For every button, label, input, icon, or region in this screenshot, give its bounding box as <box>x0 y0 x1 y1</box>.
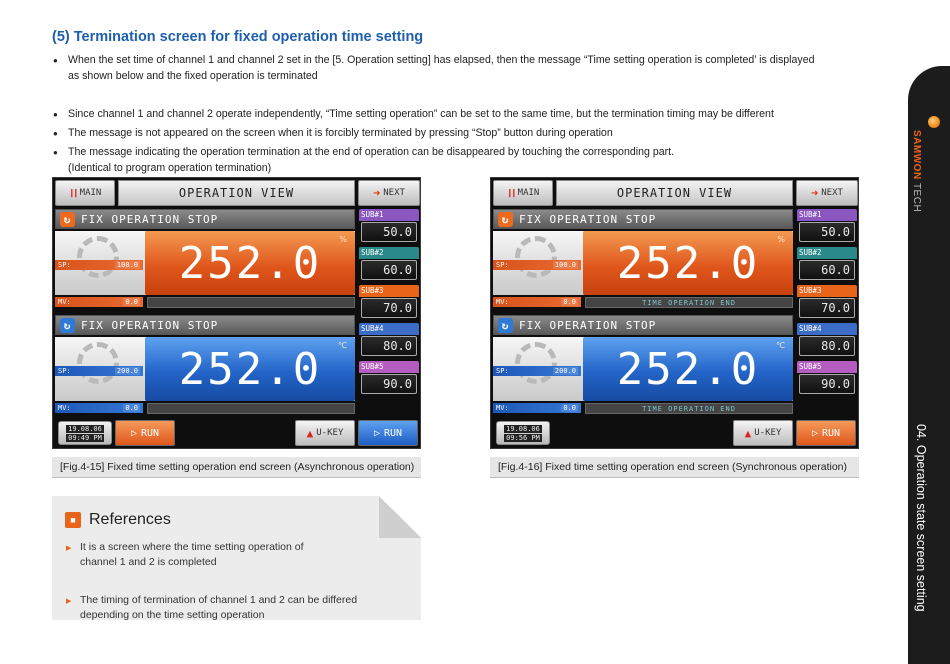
play-icon: ▷ <box>373 427 380 439</box>
mv-label: MV: <box>496 404 509 412</box>
sub-output-2 <box>359 247 419 282</box>
channel-2-message[interactable]: TIME OPERATION END <box>585 403 793 414</box>
channel-2-pv[interactable] <box>145 337 355 401</box>
channel-2-status-bar <box>55 315 355 335</box>
ukey-label: U-KEY <box>316 428 344 438</box>
channel-2-sp <box>55 366 143 376</box>
reference-text-cont: channel 1 and 2 is completed <box>80 556 217 568</box>
bullet-text: The message indicating the operation termination at the end of operation can be disappeared by touching the corresponding part. <box>68 146 675 158</box>
clock-time: 09:49 PM <box>68 433 102 442</box>
channel-2-status: FIX OPERATION STOP <box>81 318 219 332</box>
section-title: (5) Termination screen for fixed operation time setting <box>52 29 424 45</box>
channel-1-unit: % <box>339 235 349 244</box>
channel-1-panel <box>55 209 355 313</box>
sub-outputs <box>797 209 857 399</box>
sub-value: 60.0 <box>361 260 417 280</box>
channel-1-mv <box>55 297 143 307</box>
top-bar <box>493 180 856 206</box>
channel-1-panel <box>493 209 793 313</box>
sub-output-4 <box>359 323 419 358</box>
mv-label: MV: <box>58 298 71 306</box>
sub-label: SUB#1 <box>359 209 419 221</box>
references-box <box>52 496 421 620</box>
channel-1-unit: % <box>777 235 787 244</box>
bullet-text-cont: (Identical to program operation termination) <box>68 161 272 174</box>
figure-caption: [Fig.4-15] Fixed time setting operation end screen (Asynchronous operation) <box>52 457 421 478</box>
clock <box>58 421 112 445</box>
mv-label: MV: <box>496 298 509 306</box>
brand-logo-name: SAMWON <box>911 130 922 180</box>
progress-spinner-icon <box>77 236 119 278</box>
refresh-icon: ↻ <box>498 318 513 333</box>
channel-2-panel <box>55 315 355 419</box>
sub-label: SUB#4 <box>359 323 419 335</box>
chapter-label: 04. Operation state screen setting <box>914 424 928 612</box>
channel-1-message[interactable] <box>147 297 355 308</box>
channel-1-mv <box>493 297 581 307</box>
channel-2-unit: ℃ <box>338 341 349 350</box>
run-label: RUN <box>140 427 160 439</box>
mv-label: MV: <box>58 404 71 412</box>
clock-time: 09:56 PM <box>506 433 540 442</box>
sub-value: 90.0 <box>799 374 855 394</box>
refresh-icon: ↻ <box>60 212 75 227</box>
sub-output-5 <box>359 361 419 396</box>
sub-output-1 <box>359 209 419 244</box>
channel-2-status-bar <box>493 315 793 335</box>
arrow-right-icon: ➜ <box>373 186 381 200</box>
main-button-label: MAIN <box>517 188 540 198</box>
figure-caption: [Fig.4-16] Fixed time setting operation end screen (Synchronous operation) <box>490 457 859 478</box>
ukey-label: U-KEY <box>754 428 782 438</box>
sp-value: 100.0 <box>116 261 138 269</box>
sub-output-5 <box>797 361 857 396</box>
sp-label: SP: <box>496 367 509 375</box>
user-key-button[interactable] <box>733 420 793 446</box>
brand-logo <box>911 130 922 212</box>
hmi-screen-synchronous <box>490 177 859 449</box>
sub-value: 80.0 <box>799 336 855 356</box>
channel-2-pv-value: 252.0 <box>616 343 760 395</box>
channel-2-run-button[interactable] <box>358 420 418 446</box>
clock <box>496 421 550 445</box>
channel-2-mv <box>55 403 143 413</box>
reference-text-cont: depending on the time setting operation <box>80 609 265 620</box>
next-button[interactable] <box>358 180 420 206</box>
channel-1-status-bar <box>493 209 793 229</box>
sub-value: 50.0 <box>361 222 417 242</box>
references-list <box>66 540 406 620</box>
progress-spinner-icon <box>515 342 557 384</box>
sub-value: 50.0 <box>799 222 855 242</box>
sp-label: SP: <box>58 261 71 269</box>
sp-value: 200.0 <box>116 367 138 375</box>
channel-2-unit: ℃ <box>776 341 787 350</box>
hmi-screen-asynchronous <box>52 177 421 449</box>
reference-icon: ■ <box>65 512 81 528</box>
user-icon: ▲ <box>306 426 314 440</box>
top-bar <box>55 180 418 206</box>
clock-date: 19.08.06 <box>68 424 102 433</box>
sub-output-3 <box>359 285 419 320</box>
progress-spinner-icon <box>77 342 119 384</box>
main-button[interactable] <box>55 180 115 206</box>
channel-2-pv-value: 252.0 <box>178 343 322 395</box>
channel-2-sp <box>493 366 581 376</box>
refresh-icon: ↻ <box>498 212 513 227</box>
references-header <box>65 511 171 529</box>
channel-1-sp <box>493 260 581 270</box>
next-button-label: NEXT <box>383 188 405 198</box>
sub-output-2 <box>797 247 857 282</box>
sub-label: SUB#1 <box>797 209 857 221</box>
progress-spinner-icon <box>515 236 557 278</box>
sp-value: 100.0 <box>554 261 576 269</box>
sub-output-1 <box>797 209 857 244</box>
channel-1-pv-value: 252.0 <box>178 237 322 289</box>
bullet-text: Since channel 1 and channel 2 operate independently, “Time setting operation” can be set to the same time, but the termination timing may be different <box>68 108 774 120</box>
mv-value: 0.0 <box>563 404 576 412</box>
sp-value: 200.0 <box>554 367 576 375</box>
reference-item <box>66 540 406 590</box>
bullet-item <box>52 107 907 123</box>
channel-1-message[interactable]: TIME OPERATION END <box>585 297 793 308</box>
channel-2-status: FIX OPERATION STOP <box>519 318 657 332</box>
channel-1-status: FIX OPERATION STOP <box>519 212 657 226</box>
sub-label: SUB#2 <box>797 247 857 259</box>
sub-value: 60.0 <box>799 260 855 280</box>
bullet-item <box>52 126 907 142</box>
sp-label: SP: <box>58 367 71 375</box>
grid-dots-icon: ❙❙ <box>68 187 77 199</box>
bullet-item <box>52 53 907 104</box>
sub-value: 70.0 <box>799 298 855 318</box>
sub-label: SUB#3 <box>359 285 419 297</box>
references-title: References <box>89 511 171 528</box>
sub-value: 90.0 <box>361 374 417 394</box>
bullet-text: When the set time of channel 1 and channel 2 set in the [5. Operation setting] has elapsed, then the message “Time setting operation is completed’ is displayed <box>68 54 815 66</box>
channel-1-pv[interactable] <box>145 231 355 295</box>
channel-2-mv <box>493 403 581 413</box>
brand-logo-sub: TECH <box>911 182 922 213</box>
bottom-bar <box>493 420 856 446</box>
next-button[interactable] <box>796 180 858 206</box>
sub-value: 80.0 <box>361 336 417 356</box>
sub-outputs <box>359 209 419 399</box>
sub-label: SUB#4 <box>797 323 857 335</box>
screen-title: OPERATION VIEW <box>556 180 793 206</box>
arrow-right-icon: ➜ <box>811 186 819 200</box>
mv-value: 0.0 <box>125 404 138 412</box>
mv-value: 0.0 <box>563 298 576 306</box>
bullet-text: The message is not appeared on the screen when it is forcibly terminated by pressing “Stop” button during operation <box>68 127 613 139</box>
channel-2-pv[interactable] <box>583 337 793 401</box>
bottom-bar <box>55 420 418 446</box>
refresh-icon: ↻ <box>60 318 75 333</box>
reference-text: The timing of termination of channel 1 and 2 can be differed <box>80 594 358 606</box>
logo-dot-icon <box>928 116 940 128</box>
main-button-label: MAIN <box>79 188 102 198</box>
channel-2-panel <box>493 315 793 419</box>
reference-text: It is a screen where the time setting operation of <box>80 541 304 553</box>
channel-1-status-bar <box>55 209 355 229</box>
run-label: RUN <box>383 427 403 439</box>
play-icon: ▷ <box>130 427 137 439</box>
run-button[interactable] <box>796 420 856 446</box>
sp-label: SP: <box>496 261 509 269</box>
sub-value: 70.0 <box>361 298 417 318</box>
sub-output-4 <box>797 323 857 358</box>
reference-item <box>66 593 406 620</box>
sub-label: SUB#5 <box>359 361 419 373</box>
grid-dots-icon: ❙❙ <box>506 187 515 199</box>
main-button[interactable] <box>493 180 553 206</box>
channel-1-status: FIX OPERATION STOP <box>81 212 219 226</box>
user-key-button[interactable] <box>295 420 355 446</box>
channel-1-run-button[interactable] <box>115 420 175 446</box>
mv-value: 0.0 <box>125 298 138 306</box>
sub-output-3 <box>797 285 857 320</box>
channel-1-pv-value: 252.0 <box>616 237 760 289</box>
channel-1-pv[interactable] <box>583 231 793 295</box>
user-icon: ▲ <box>744 426 752 440</box>
page-fold-corner <box>379 496 421 538</box>
screen-title: OPERATION VIEW <box>118 180 355 206</box>
sub-label: SUB#3 <box>797 285 857 297</box>
channel-2-message[interactable] <box>147 403 355 414</box>
channel-1-sp <box>55 260 143 270</box>
clock-date: 19.08.06 <box>506 424 540 433</box>
sub-label: SUB#2 <box>359 247 419 259</box>
bullet-text-cont: as shown below and the fixed operation is terminated <box>68 69 318 82</box>
sub-label: SUB#5 <box>797 361 857 373</box>
next-button-label: NEXT <box>821 188 843 198</box>
run-label: RUN <box>821 427 841 439</box>
play-icon: ▷ <box>811 427 818 439</box>
